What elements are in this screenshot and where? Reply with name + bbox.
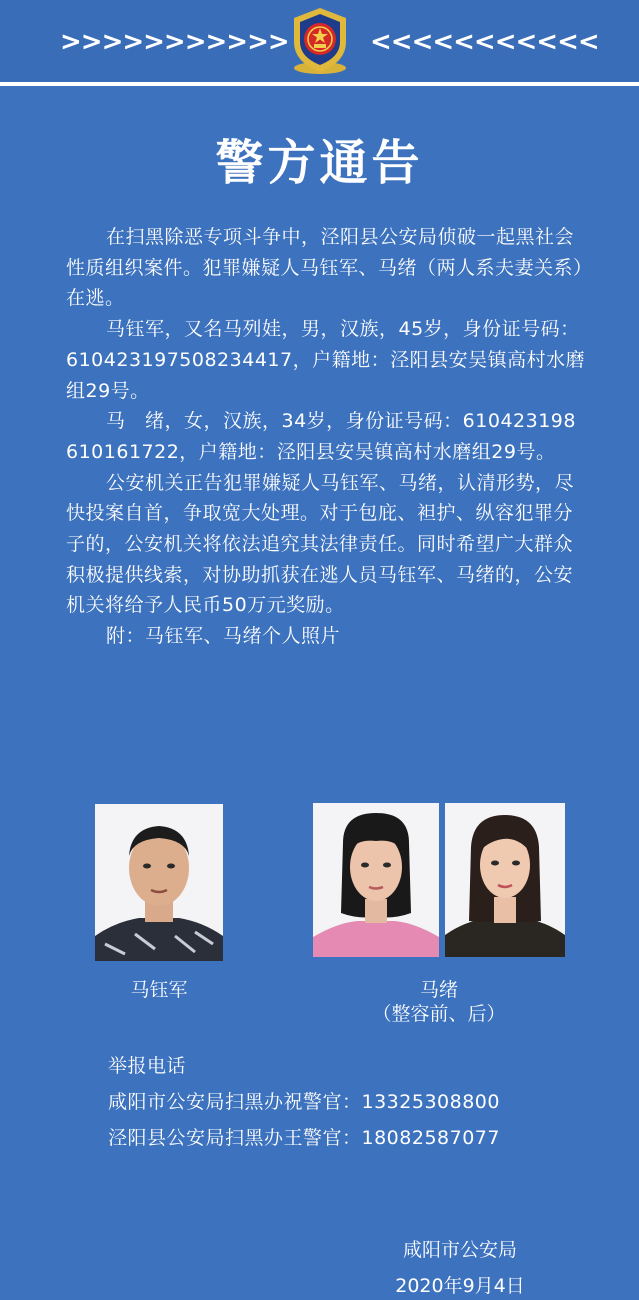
chevrons-left: >>>>>>>>>>> (60, 27, 289, 57)
paragraph-attachment: 附：马钰军、马绪个人照片 (106, 625, 341, 648)
police-badge-icon (286, 6, 354, 76)
paragraph-warning: 公安机关正告犯罪嫌疑人马钰军、马绪，认清形势，尽快投案自首，争取宽大处理。对于包庇、袒护、纵容犯罪分子的，公安机关将依法追究其法律责任。同时希望广大群众积极提供线索，对协助抓获在逃人员马钰军、马绪的，公安机关将给予人民币50万元奖励。 (66, 471, 575, 617)
paragraph-suspect-1: 马钰军，又名马列娃，男，汉族，45岁，身份证号码：610423197508234417，户籍地：泾阳县安吴镇高村水磨组29号。 (66, 318, 586, 402)
photo-caption-male: 马钰军 (130, 979, 188, 1001)
contact-section (108, 1048, 578, 1156)
suspect-photo-female-after (445, 803, 565, 957)
notice-body (66, 222, 586, 652)
portrait-female-icon (313, 803, 439, 957)
contact-line-jingyang: 泾阳县公安局扫黑办王警官：18082587077 (108, 1127, 500, 1149)
contact-heading: 举报电话 (108, 1055, 187, 1077)
paragraph-intro: 在扫黑除恶专项斗争中，泾阳县公安局侦破一起黑社会性质组织案件。犯罪嫌疑人马钰军、马绪（两人系夫妻关系）在逃。 (66, 226, 584, 310)
photo-caption-female: 马绪 (419, 979, 458, 1001)
chevrons-right: <<<<<<<<<<< (370, 27, 599, 57)
footer-signature (380, 1232, 540, 1300)
header-divider (0, 82, 639, 86)
suspect-photo-male (95, 804, 223, 961)
contact-line-xianyang: 咸阳市公安局扫黑办祝警官：13325308800 (108, 1091, 500, 1113)
portrait-female-icon (445, 803, 565, 957)
page-title: 警方通告 (215, 135, 424, 191)
portrait-male-icon (95, 804, 223, 961)
photo-caption-female-note: （整容前、后） (372, 1003, 506, 1025)
issue-date: 2020年9月4日 (395, 1275, 525, 1297)
header-banner (0, 0, 639, 84)
suspect-photo-female-before (313, 803, 439, 957)
issuer-name: 咸阳市公安局 (402, 1239, 517, 1261)
paragraph-suspect-2: 马 绪，女，汉族，34岁，身份证号码：610423198610161722，户籍地：泾阳县安吴镇高村水磨组29号。 (66, 410, 576, 463)
